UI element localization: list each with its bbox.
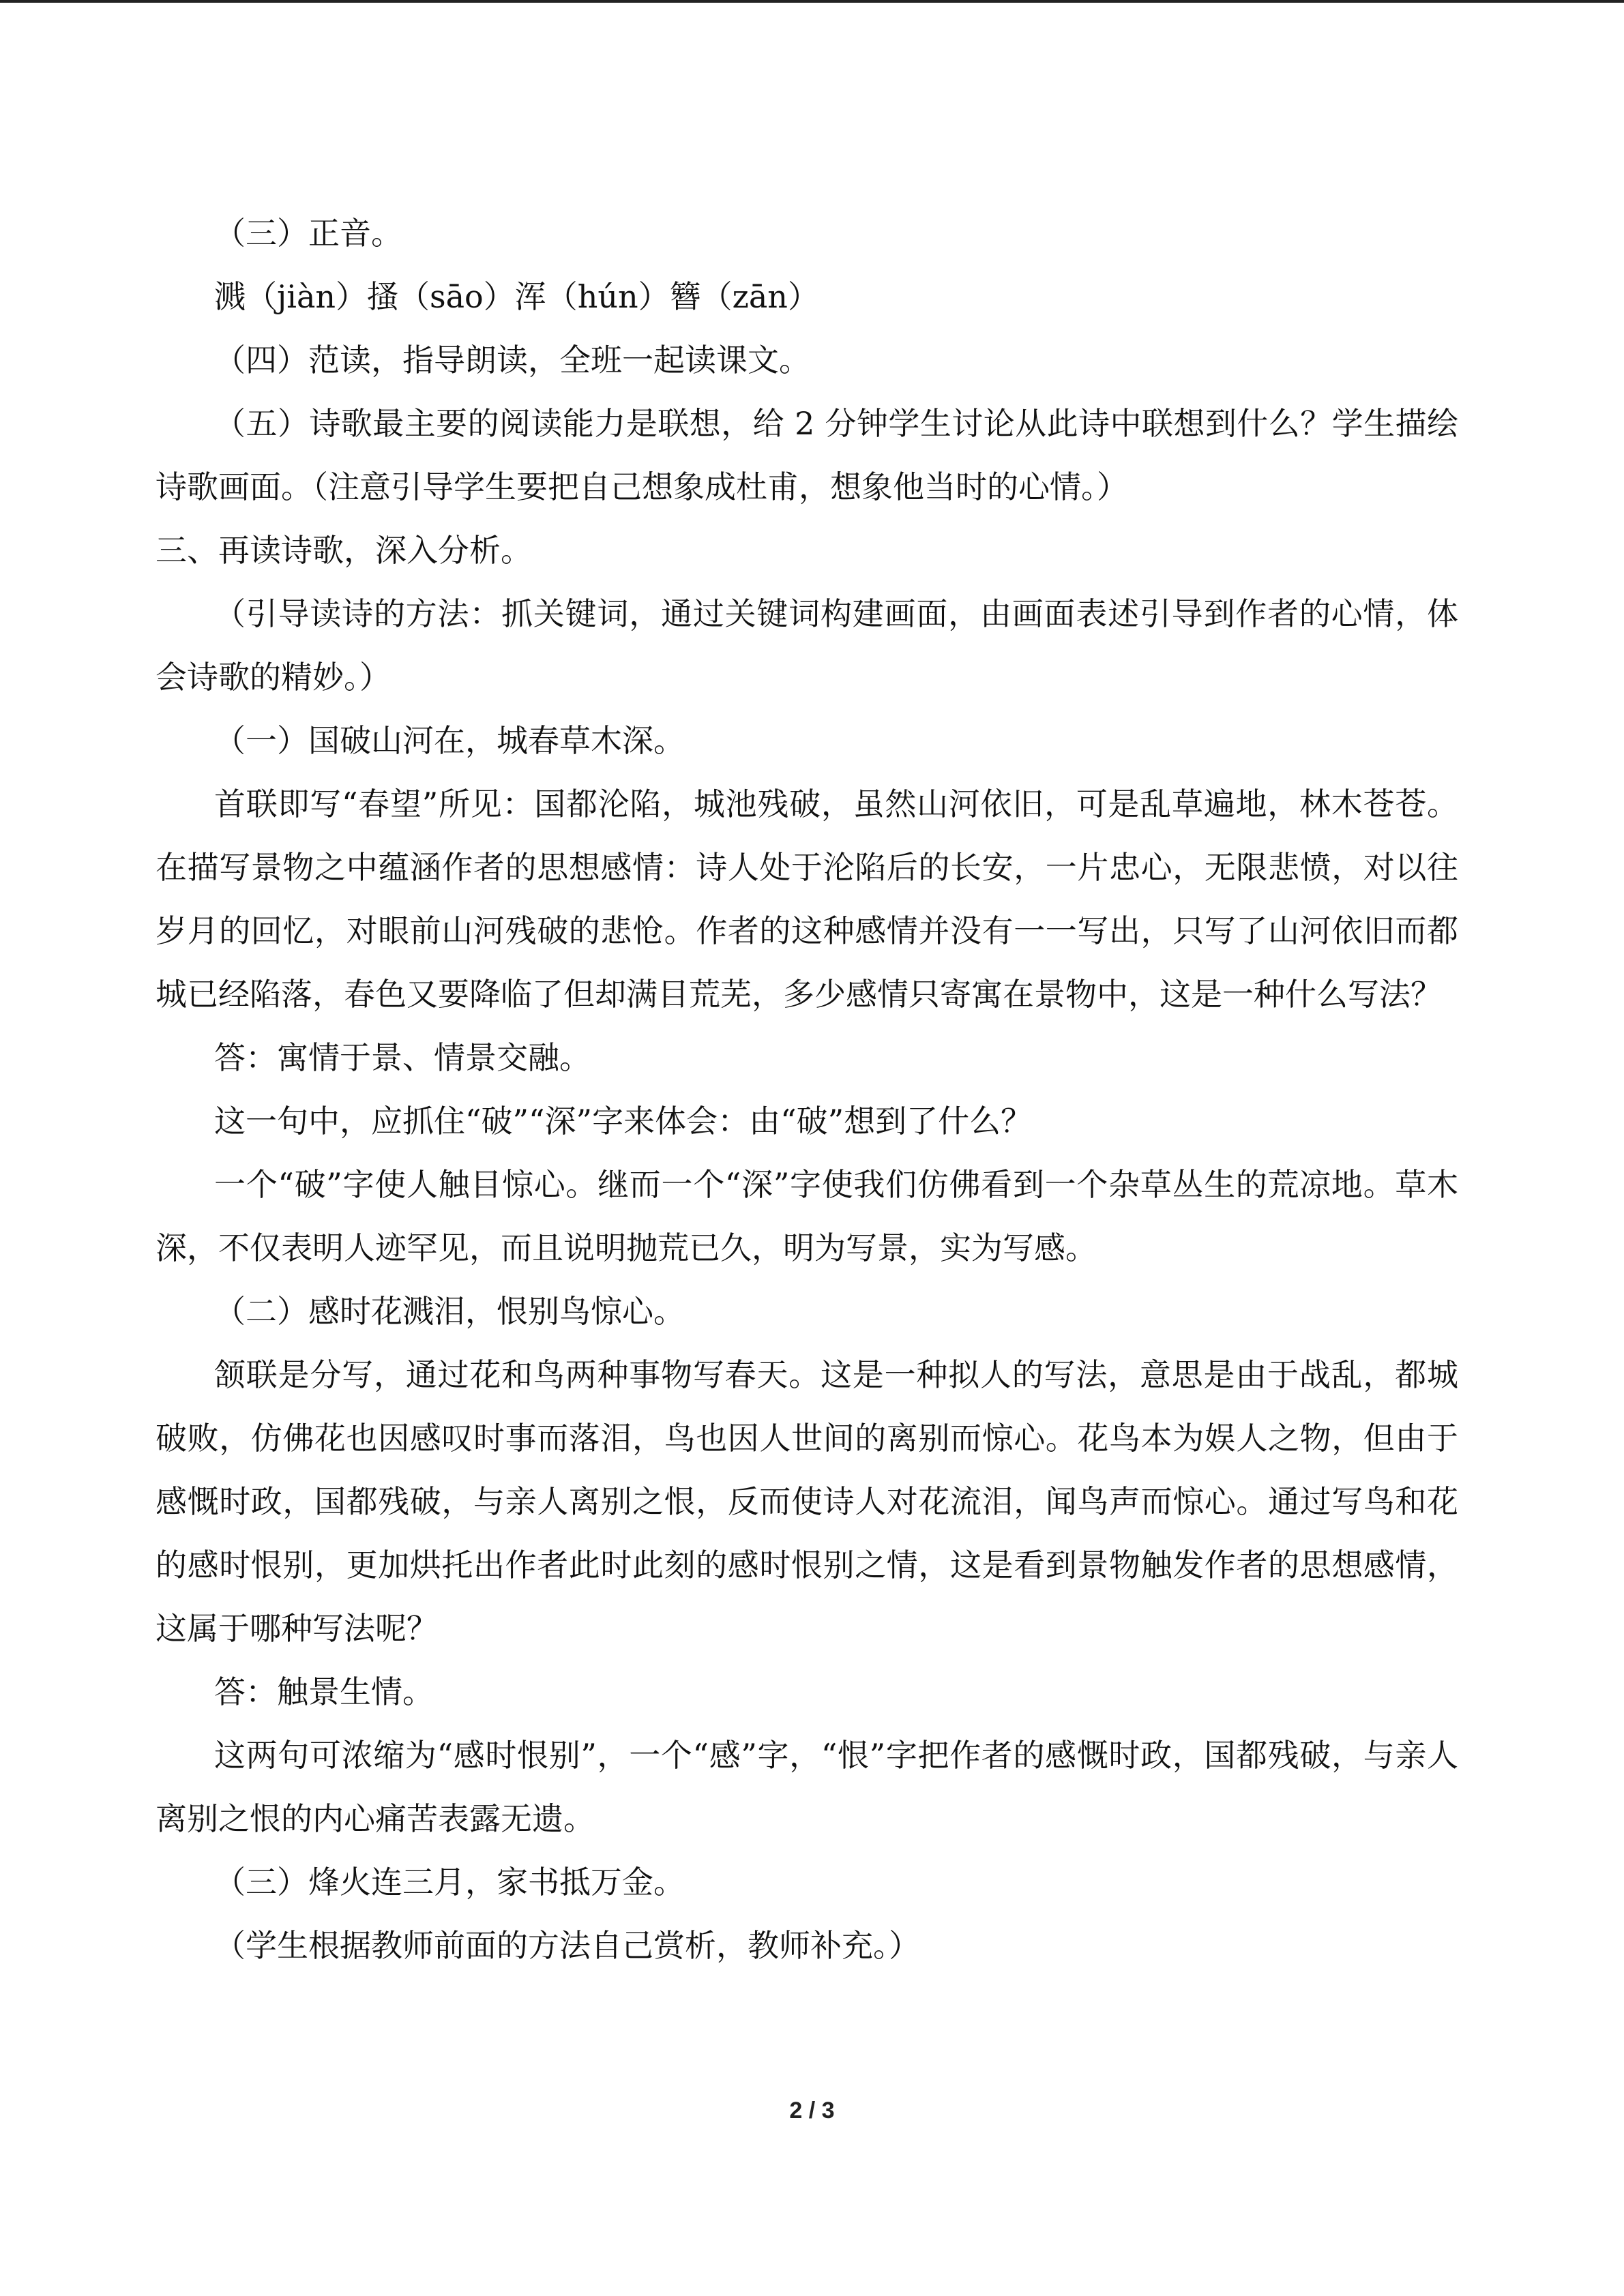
top-border-line xyxy=(0,0,1624,3)
paragraph-method: （引导读诗的方法：抓关键词，通过关键词构建画面，由画面表述引导到作者的心情，体会诗歌的精妙。） xyxy=(156,595,1458,696)
paragraph-pinyin: 溅（jiàn）搔（sāo）浑（hún）簪（zān） xyxy=(214,278,819,315)
paragraph-line-two: （二）感时花溅泪，恨别鸟惊心。 xyxy=(214,1293,685,1330)
paragraph-answer-two: 答：触景生情。 xyxy=(214,1673,434,1710)
paragraph-line-one: （一）国破山河在，城春草木深。 xyxy=(214,722,685,759)
paragraph-hanlian: 颔联是分写，通过花和鸟两种事物写春天。这是一种拟人的写法，意思是由于战乱，都城破败，仿佛花也因感叹时事而落泪，鸟也因人世间的离别而惊心。花鸟本为娱人之物，但由于感慨时政，国都残破，与亲人离别之恨，反而使诗人对花流泪，闻鸟声而惊心。通过写鸟和花的感时恨别，更加烘托出作者此时此刻的感时恨别之情，这是看到景物触发作者的思想感情，这属于哪种写法呢？ xyxy=(156,1356,1458,1647)
paragraph-line-three: （三）烽火连三月，家书抵万金。 xyxy=(214,1864,685,1900)
paragraph-heading-zhengyin: （三）正音。 xyxy=(214,215,402,252)
paragraph-nongsuo: 这两句可浓缩为“感时恨别”，一个“感”字，“恨”字把作者的感慨时政，国都残破，与亲人离别之恨的内心痛苦表露无遗。 xyxy=(156,1737,1458,1837)
paragraph-po-shen: 一个“破”字使人触目惊心。继而一个“深”字使我们仿佛看到一个杂草丛生的荒凉地。草木深，不仅表明人迹罕见，而且说明抛荒已久，明为写景，实为写感。 xyxy=(156,1166,1458,1266)
paragraph-answer-one: 答：寓情于景、情景交融。 xyxy=(214,1039,591,1076)
paragraph-fandu: （四）范读，指导朗读，全班一起读课文。 xyxy=(214,342,810,378)
page-number: 2 / 3 xyxy=(789,2098,835,2123)
paragraph-shoulian: 首联即写“春望”所见：国都沦陷，城池残破，虽然山河依旧，可是乱草遍地，林木苍苍。在描写景物之中蕴涵作者的思想感情：诗人处于沦陷后的长安，一片忠心，无限悲愤，对以往岁月的回忆，对眼前山河残破的悲怆。作者的这种感情并没有一一写出，只写了山河依旧而都城已经陷落，春色又要降临了但却满目荒芜，多少感情只寄寓在景物中，这是一种什么写法？ xyxy=(156,786,1458,1013)
paragraph-student-analysis: （学生根据教师前面的方法自己赏析，教师补充。） xyxy=(214,1927,920,1964)
section-heading-zaidu: 三、再读诗歌，深入分析。 xyxy=(156,532,532,569)
paragraph-lianxiang: （五）诗歌最主要的阅读能力是联想，给 2 分钟学生讨论从此诗中联想到什么？学生描绘诗歌画面。（注意引导学生要把自己想象成杜甫，想象他当时的心情。） xyxy=(156,405,1458,505)
document-body xyxy=(156,202,1458,1978)
paragraph-zhuazhu: 这一句中，应抓住“破”“深”字来体会：由“破”想到了什么？ xyxy=(214,1103,1033,1139)
